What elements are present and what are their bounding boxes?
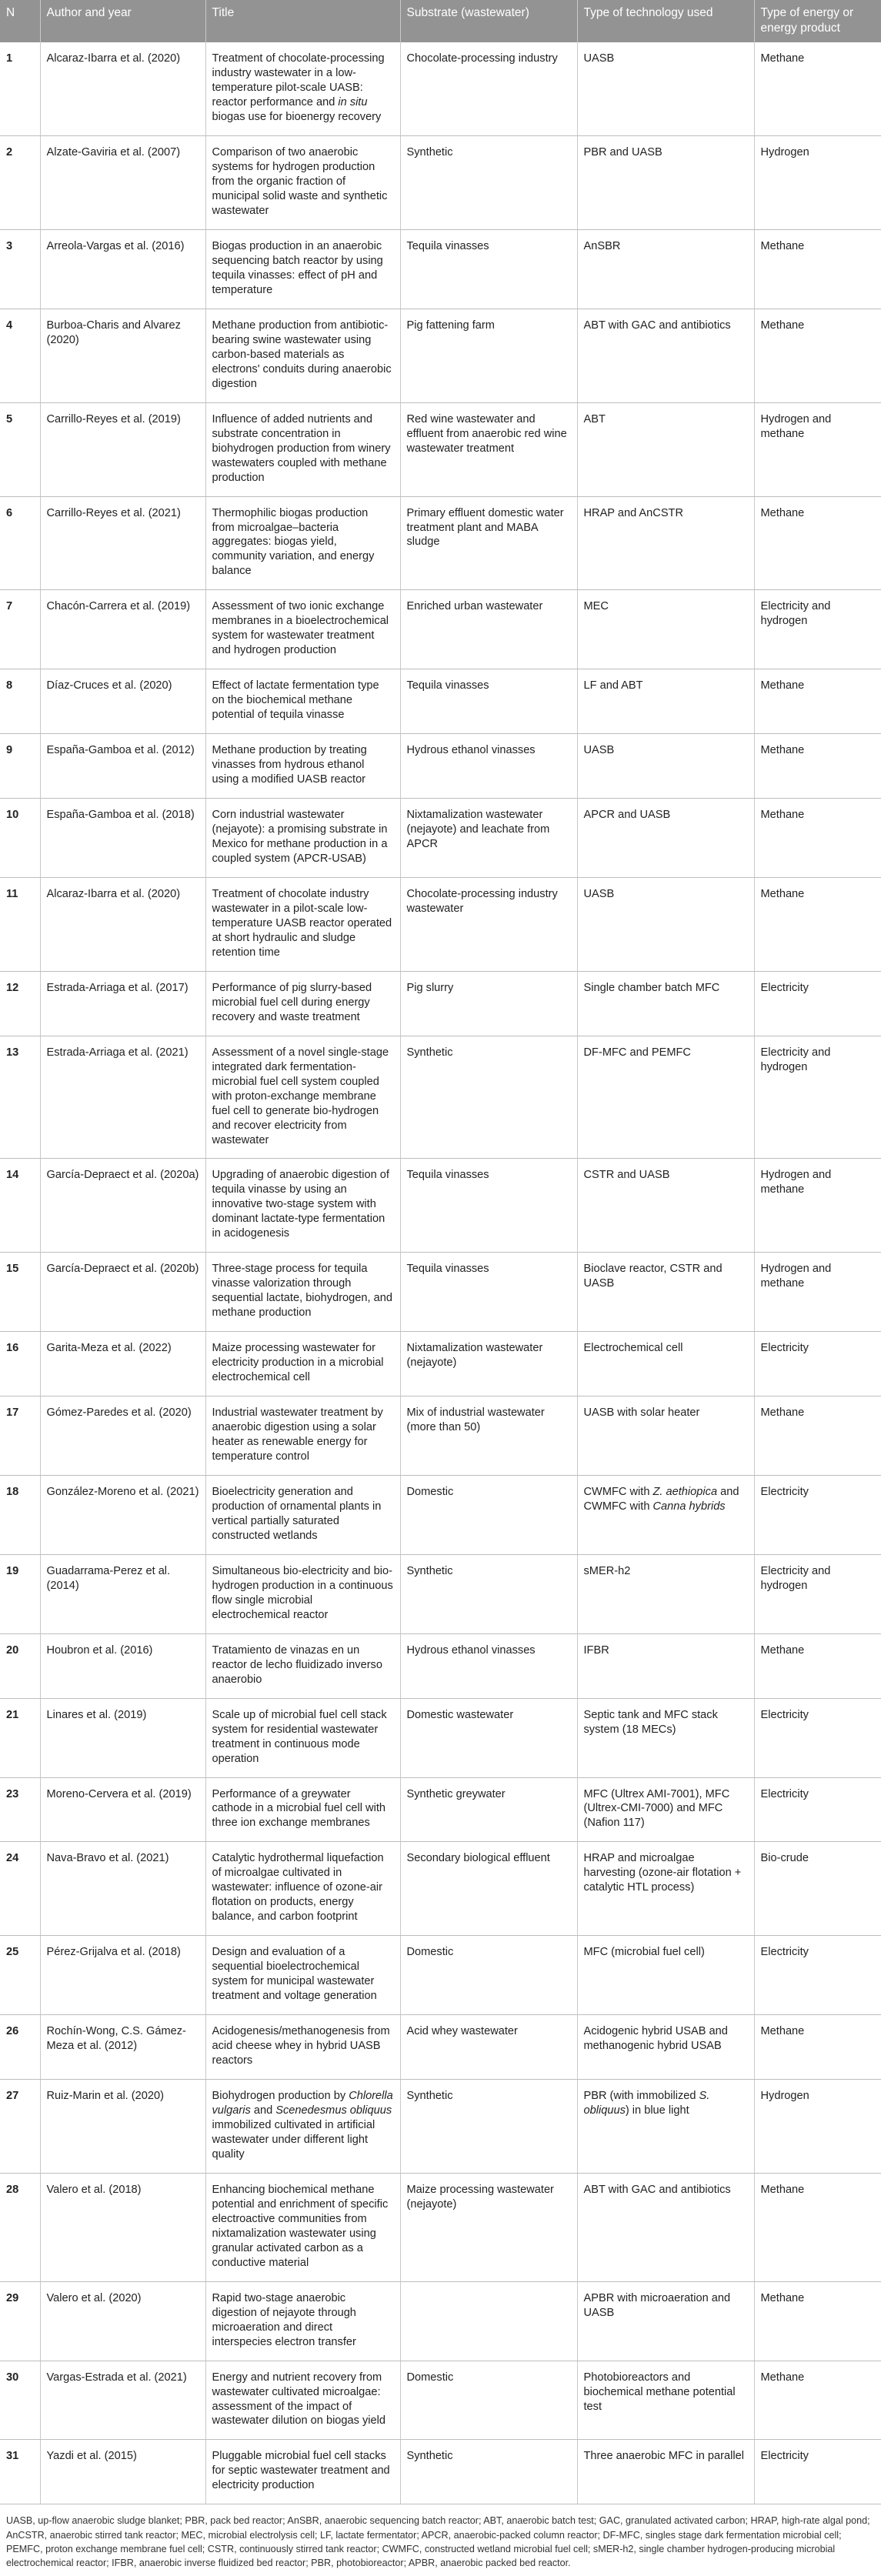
cell-number: 14 xyxy=(0,1159,40,1253)
header-energy: Type of energy or energy product xyxy=(754,0,881,42)
cell-author: Pérez-Grijalva et al. (2018) xyxy=(40,1936,205,2015)
cell-energy: Methane xyxy=(754,1396,881,1476)
cell-author: Nava-Bravo et al. (2021) xyxy=(40,1842,205,1936)
cell-number: 23 xyxy=(0,1777,40,1842)
cell-title: Biogas production in an anaerobic sequencing batch reactor by using tequila vinasses: effect of pH and temperature xyxy=(205,229,400,309)
cell-author: Valero et al. (2018) xyxy=(40,2173,205,2281)
cell-technology: ABT xyxy=(577,402,754,496)
table-row xyxy=(0,1253,881,1332)
cell-number: 4 xyxy=(0,309,40,402)
cell-number: 29 xyxy=(0,2281,40,2361)
cell-title: Catalytic hydrothermal liquefaction of microalgae cultivated in wastewater: influence of ozone-air flotation on products, energy balance, and carbon footprint xyxy=(205,1842,400,1936)
cell-title: Corn industrial wastewater (nejayote): a promising substrate in Mexico for methane production in a coupled system (APCR-USAB) xyxy=(205,799,400,878)
table-row xyxy=(0,590,881,669)
table-row xyxy=(0,496,881,590)
cell-technology: CWMFC with Z. aethiopica and CWMFC with Canna hybrids xyxy=(577,1475,754,1554)
cell-energy: Methane xyxy=(754,42,881,135)
cell-substrate: Secondary biological effluent xyxy=(400,1842,577,1936)
cell-energy: Methane xyxy=(754,799,881,878)
cell-author: Estrada-Arriaga et al. (2017) xyxy=(40,971,205,1036)
cell-energy: Methane xyxy=(754,877,881,971)
cell-number: 27 xyxy=(0,2080,40,2174)
cell-title: Rapid two-stage anaerobic digestion of nejayote through microaeration and direct interspecies electron transfer xyxy=(205,2281,400,2361)
cell-author: Moreno-Cervera et al. (2019) xyxy=(40,1777,205,1842)
cell-title: Energy and nutrient recovery from wastewater cultivated microalgae: assessment of the impact of wastewater dilution on biogas yield xyxy=(205,2361,400,2440)
cell-energy: Electricity and hydrogen xyxy=(754,1036,881,1159)
cell-author: Guadarrama-Perez et al. (2014) xyxy=(40,1554,205,1633)
table-row xyxy=(0,1842,881,1936)
table-row xyxy=(0,799,881,878)
cell-energy: Electricity and hydrogen xyxy=(754,1554,881,1633)
cell-energy: Electricity xyxy=(754,1698,881,1777)
cell-author: García-Depraect et al. (2020b) xyxy=(40,1253,205,1332)
cell-energy: Hydrogen xyxy=(754,2080,881,2174)
table-row xyxy=(0,309,881,402)
cell-technology: DF-MFC and PEMFC xyxy=(577,1036,754,1159)
table-row xyxy=(0,2440,881,2504)
cell-number: 2 xyxy=(0,136,40,230)
cell-substrate: Domestic xyxy=(400,1936,577,2015)
cell-technology: MEC xyxy=(577,590,754,669)
cell-number: 12 xyxy=(0,971,40,1036)
cell-author: Alzate-Gaviria et al. (2007) xyxy=(40,136,205,230)
cell-technology: UASB xyxy=(577,42,754,135)
cell-technology: HRAP and microalgae harvesting (ozone-air flotation + catalytic HTL process) xyxy=(577,1842,754,1936)
cell-substrate: Enriched urban wastewater xyxy=(400,590,577,669)
cell-substrate: Synthetic xyxy=(400,136,577,230)
cell-author: González-Moreno et al. (2021) xyxy=(40,1475,205,1554)
cell-substrate: Tequila vinasses xyxy=(400,1253,577,1332)
cell-author: España-Gamboa et al. (2018) xyxy=(40,799,205,878)
cell-number: 15 xyxy=(0,1253,40,1332)
cell-title: Pluggable microbial fuel cell stacks for septic wastewater treatment and electricity production xyxy=(205,2440,400,2504)
cell-author: Alcaraz-Ibarra et al. (2020) xyxy=(40,877,205,971)
cell-energy: Methane xyxy=(754,496,881,590)
table-row xyxy=(0,669,881,734)
cell-number: 31 xyxy=(0,2440,40,2504)
table-row xyxy=(0,136,881,230)
cell-substrate: Synthetic greywater xyxy=(400,1777,577,1842)
cell-technology: HRAP and AnCSTR xyxy=(577,496,754,590)
cell-title: Industrial wastewater treatment by anaerobic digestion using a solar heater as renewable energy for temperature control xyxy=(205,1396,400,1476)
cell-substrate: Synthetic xyxy=(400,2440,577,2504)
cell-technology: APBR with microaeration and UASB xyxy=(577,2281,754,2361)
cell-energy: Hydrogen and methane xyxy=(754,1159,881,1253)
cell-energy: Bio-crude xyxy=(754,1842,881,1936)
cell-substrate: Red wine wastewater and effluent from anaerobic red wine wastewater treatment xyxy=(400,402,577,496)
cell-author: Arreola-Vargas et al. (2016) xyxy=(40,229,205,309)
cell-title: Treatment of chocolate-processing industry wastewater in a low-temperature pilot-scale UASB: reactor performance and in situ biogas use for bioenergy recovery xyxy=(205,42,400,135)
header-substrate: Substrate (wastewater) xyxy=(400,0,577,42)
cell-title: Performance of pig slurry-based microbial fuel cell during energy recovery and waste treatment xyxy=(205,971,400,1036)
cell-technology: Photobioreactors and biochemical methane potential test xyxy=(577,2361,754,2440)
cell-title: Enhancing biochemical methane potential and enrichment of specific electroactive communities from nixtamalization wastewater using granular activated carbon as a conductive material xyxy=(205,2173,400,2281)
cell-title: Assessment of two ionic exchange membranes in a bioelectrochemical system for wastewater treatment and hydrogen production xyxy=(205,590,400,669)
cell-substrate: Pig slurry xyxy=(400,971,577,1036)
cell-number: 9 xyxy=(0,734,40,799)
header-row xyxy=(0,0,881,42)
table-row xyxy=(0,2080,881,2174)
cell-energy: Electricity and hydrogen xyxy=(754,590,881,669)
cell-title: Performance of a greywater cathode in a microbial fuel cell with three ion exchange membranes xyxy=(205,1777,400,1842)
cell-technology: UASB with solar heater xyxy=(577,1396,754,1476)
cell-title: Three-stage process for tequila vinasse valorization through sequential lactate, biohydrogen, and methane production xyxy=(205,1253,400,1332)
cell-number: 18 xyxy=(0,1475,40,1554)
cell-title: Treatment of chocolate industry wastewater in a pilot-scale low-temperature UASB reactor operated at short hydraulic and sludge retention time xyxy=(205,877,400,971)
table-row xyxy=(0,42,881,135)
cell-author: España-Gamboa et al. (2012) xyxy=(40,734,205,799)
cell-energy: Methane xyxy=(754,309,881,402)
header-author: Author and year xyxy=(40,0,205,42)
cell-number: 25 xyxy=(0,1936,40,2015)
cell-number: 5 xyxy=(0,402,40,496)
cell-number: 6 xyxy=(0,496,40,590)
header-n: N xyxy=(0,0,40,42)
cell-energy: Electricity xyxy=(754,1332,881,1396)
cell-technology: ABT with GAC and antibiotics xyxy=(577,2173,754,2281)
cell-technology: Septic tank and MFC stack system (18 MECs) xyxy=(577,1698,754,1777)
cell-number: 28 xyxy=(0,2173,40,2281)
cell-author: Garita-Meza et al. (2022) xyxy=(40,1332,205,1396)
table-row xyxy=(0,1036,881,1159)
table-row xyxy=(0,1936,881,2015)
cell-title: Acidogenesis/methanogenesis from acid cheese whey in hybrid UASB reactors xyxy=(205,2015,400,2080)
cell-author: Alcaraz-Ibarra et al. (2020) xyxy=(40,42,205,135)
cell-title: Methane production by treating vinasses from hydrous ethanol using a modified UASB reactor xyxy=(205,734,400,799)
cell-author: Houbron et al. (2016) xyxy=(40,1633,205,1698)
cell-technology: sMER-h2 xyxy=(577,1554,754,1633)
cell-title: Effect of lactate fermentation type on the biochemical methane potential of tequila vinasse xyxy=(205,669,400,734)
table-row xyxy=(0,1698,881,1777)
cell-technology: IFBR xyxy=(577,1633,754,1698)
table-row xyxy=(0,2361,881,2440)
cell-number: 17 xyxy=(0,1396,40,1476)
cell-energy: Methane xyxy=(754,1633,881,1698)
cell-author: Carrillo-Reyes et al. (2019) xyxy=(40,402,205,496)
cell-technology: Electrochemical cell xyxy=(577,1332,754,1396)
cell-number: 7 xyxy=(0,590,40,669)
cell-substrate: Chocolate-processing industry xyxy=(400,42,577,135)
cell-substrate xyxy=(400,2281,577,2361)
header-technology: Type of technology used xyxy=(577,0,754,42)
cell-energy: Methane xyxy=(754,734,881,799)
cell-title: Assessment of a novel single-stage integrated dark fermentation-microbial fuel cell system coupled with proton-exchange membrane fuel cell to generate bio-hydrogen and recover electricity from wastewater xyxy=(205,1036,400,1159)
cell-title: Comparison of two anaerobic systems for hydrogen production from the organic fraction of municipal solid waste and synthetic wastewater xyxy=(205,136,400,230)
cell-technology: LF and ABT xyxy=(577,669,754,734)
cell-author: Ruiz-Marin et al. (2020) xyxy=(40,2080,205,2174)
cell-substrate: Synthetic xyxy=(400,1554,577,1633)
header-title: Title xyxy=(205,0,400,42)
cell-energy: Methane xyxy=(754,229,881,309)
table-row xyxy=(0,734,881,799)
cell-substrate: Hydrous ethanol vinasses xyxy=(400,1633,577,1698)
cell-author: Gómez-Paredes et al. (2020) xyxy=(40,1396,205,1476)
cell-title: Biohydrogen production by Chlorella vulgaris and Scenedesmus obliquus immobilized cultivated in artificial wastewater under different light quality xyxy=(205,2080,400,2174)
cell-energy: Electricity xyxy=(754,1475,881,1554)
cell-technology: PBR and UASB xyxy=(577,136,754,230)
cell-substrate: Maize processing wastewater (nejayote) xyxy=(400,2173,577,2281)
table-row xyxy=(0,2173,881,2281)
cell-number: 16 xyxy=(0,1332,40,1396)
cell-author: Chacón-Carrera et al. (2019) xyxy=(40,590,205,669)
cell-substrate: Domestic xyxy=(400,2361,577,2440)
cell-author: Carrillo-Reyes et al. (2021) xyxy=(40,496,205,590)
cell-title: Scale up of microbial fuel cell stack system for residential wastewater treatment in continuous mode operation xyxy=(205,1698,400,1777)
cell-energy: Electricity xyxy=(754,2440,881,2504)
cell-number: 24 xyxy=(0,1842,40,1936)
cell-energy: Methane xyxy=(754,2015,881,2080)
cell-substrate: Tequila vinasses xyxy=(400,1159,577,1253)
cell-author: Díaz-Cruces et al. (2020) xyxy=(40,669,205,734)
table-footnote: UASB, up-flow anaerobic sludge blanket; PBR, pack bed reactor; AnSBR, anaerobic sequencing batch reactor; ABT, anaerobic batch test; GAC, granulated activated carbon; HRAP, high-rate algal pond; AnCSTR, anaerobic stirred tank reactor; MEC, microbial electrolysis cell; LF, lactate fermentator; APCR, anaerobic-packed column reactor; DF-MFC, singles stage dark fermentation microbial cell; PEMFC, proton exchange membrane fuel cell; CSTR, continuously stirred tank reactor; CWMFC, constructed wetland microbial fuel cell; sMER-h2, single chamber hydrogen-producing microbial electrochemical reactor; IFBR, anaerobic inverse fluidized bed reactor; PBR, photobioreactor; APBR, anaerobic packed bed reactor. xyxy=(6,2515,870,2569)
cell-energy: Methane xyxy=(754,669,881,734)
cell-author: Linares et al. (2019) xyxy=(40,1698,205,1777)
cell-energy: Hydrogen xyxy=(754,136,881,230)
cell-title: Methane production from antibiotic-bearing swine wastewater using carbon-based materials as electrons' conduits during anaerobic digestion xyxy=(205,309,400,402)
cell-technology: Three anaerobic MFC in parallel xyxy=(577,2440,754,2504)
table-body xyxy=(0,42,881,2504)
cell-author: Burboa-Charis and Alvarez (2020) xyxy=(40,309,205,402)
table-row xyxy=(0,1633,881,1698)
cell-energy: Methane xyxy=(754,2173,881,2281)
cell-substrate: Nixtamalization wastewater (nejayote) xyxy=(400,1332,577,1396)
table-row xyxy=(0,1777,881,1842)
cell-number: 3 xyxy=(0,229,40,309)
cell-technology: UASB xyxy=(577,877,754,971)
cell-technology: ABT with GAC and antibiotics xyxy=(577,309,754,402)
table-row xyxy=(0,2281,881,2361)
table-row xyxy=(0,1554,881,1633)
cell-energy: Methane xyxy=(754,2281,881,2361)
cell-technology: Bioclave reactor, CSTR and UASB xyxy=(577,1253,754,1332)
cell-substrate: Nixtamalization wastewater (nejayote) and leachate from APCR xyxy=(400,799,577,878)
cell-author: Rochín-Wong, C.S. Gámez-Meza et al. (2012) xyxy=(40,2015,205,2080)
cell-technology: MFC (Ultrex AMI-7001), MFC (Ultrex-CMI-7000) and MFC (Nafion 117) xyxy=(577,1777,754,1842)
cell-technology: MFC (microbial fuel cell) xyxy=(577,1936,754,2015)
cell-number: 13 xyxy=(0,1036,40,1159)
cell-substrate: Primary effluent domestic water treatment plant and MABA sludge xyxy=(400,496,577,590)
cell-title: Bioelectricity generation and production of ornamental plants in vertical partially saturated constructed wetlands xyxy=(205,1475,400,1554)
cell-technology: Single chamber batch MFC xyxy=(577,971,754,1036)
table-row xyxy=(0,971,881,1036)
cell-author: Estrada-Arriaga et al. (2021) xyxy=(40,1036,205,1159)
cell-number: 30 xyxy=(0,2361,40,2440)
cell-title: Tratamiento de vinazas en un reactor de lecho fluidizado inverso anaerobio xyxy=(205,1633,400,1698)
cell-substrate: Domestic xyxy=(400,1475,577,1554)
table-row xyxy=(0,1332,881,1396)
cell-technology: CSTR and UASB xyxy=(577,1159,754,1253)
cell-title: Thermophilic biogas production from microalgae–bacteria aggregates: biogas yield, community variation, and energy balance xyxy=(205,496,400,590)
cell-author: García-Depraect et al. (2020a) xyxy=(40,1159,205,1253)
cell-substrate: Acid whey wastewater xyxy=(400,2015,577,2080)
cell-title: Influence of added nutrients and substrate concentration in biohydrogen production from winery wastewaters coupled with methane production xyxy=(205,402,400,496)
cell-energy: Electricity xyxy=(754,1777,881,1842)
cell-number: 20 xyxy=(0,1633,40,1698)
table-row xyxy=(0,402,881,496)
cell-substrate: Hydrous ethanol vinasses xyxy=(400,734,577,799)
cell-author: Vargas-Estrada et al. (2021) xyxy=(40,2361,205,2440)
table-header xyxy=(0,0,881,42)
cell-substrate: Tequila vinasses xyxy=(400,229,577,309)
cell-technology: PBR (with immobilized S. obliquus) in blue light xyxy=(577,2080,754,2174)
cell-number: 1 xyxy=(0,42,40,135)
cell-number: 21 xyxy=(0,1698,40,1777)
cell-energy: Electricity xyxy=(754,1936,881,2015)
cell-substrate: Domestic wastewater xyxy=(400,1698,577,1777)
cell-technology: UASB xyxy=(577,734,754,799)
cell-substrate: Synthetic xyxy=(400,2080,577,2174)
cell-energy: Hydrogen and methane xyxy=(754,1253,881,1332)
cell-technology: APCR and UASB xyxy=(577,799,754,878)
table-row xyxy=(0,1475,881,1554)
table-row xyxy=(0,877,881,971)
cell-author: Valero et al. (2020) xyxy=(40,2281,205,2361)
cell-energy: Methane xyxy=(754,2361,881,2440)
cell-energy: Electricity xyxy=(754,971,881,1036)
table-row xyxy=(0,1159,881,1253)
cell-title: Maize processing wastewater for electricity production in a microbial electrochemical cell xyxy=(205,1332,400,1396)
cell-substrate: Chocolate-processing industry wastewater xyxy=(400,877,577,971)
cell-number: 19 xyxy=(0,1554,40,1633)
table-row xyxy=(0,2015,881,2080)
cell-number: 10 xyxy=(0,799,40,878)
cell-substrate: Synthetic xyxy=(400,1036,577,1159)
cell-number: 11 xyxy=(0,877,40,971)
cell-author: Yazdi et al. (2015) xyxy=(40,2440,205,2504)
cell-substrate: Pig fattening farm xyxy=(400,309,577,402)
cell-technology: Acidogenic hybrid USAB and methanogenic hybrid USAB xyxy=(577,2015,754,2080)
cell-energy: Hydrogen and methane xyxy=(754,402,881,496)
cell-substrate: Tequila vinasses xyxy=(400,669,577,734)
cell-substrate: Mix of industrial wastewater (more than 50) xyxy=(400,1396,577,1476)
cell-title: Design and evaluation of a sequential bioelectrochemical system for municipal wastewater treatment and voltage generation xyxy=(205,1936,400,2015)
table-row xyxy=(0,229,881,309)
cell-number: 26 xyxy=(0,2015,40,2080)
cell-title: Upgrading of anaerobic digestion of tequila vinasse by using an innovative two-stage system with dominant lactate-type fermentation in acidogenesis xyxy=(205,1159,400,1253)
cell-title: Simultaneous bio-electricity and bio-hydrogen production in a continuous flow single microbial electrochemical reactor xyxy=(205,1554,400,1633)
cell-number: 8 xyxy=(0,669,40,734)
cell-technology: AnSBR xyxy=(577,229,754,309)
table-row xyxy=(0,1396,881,1476)
